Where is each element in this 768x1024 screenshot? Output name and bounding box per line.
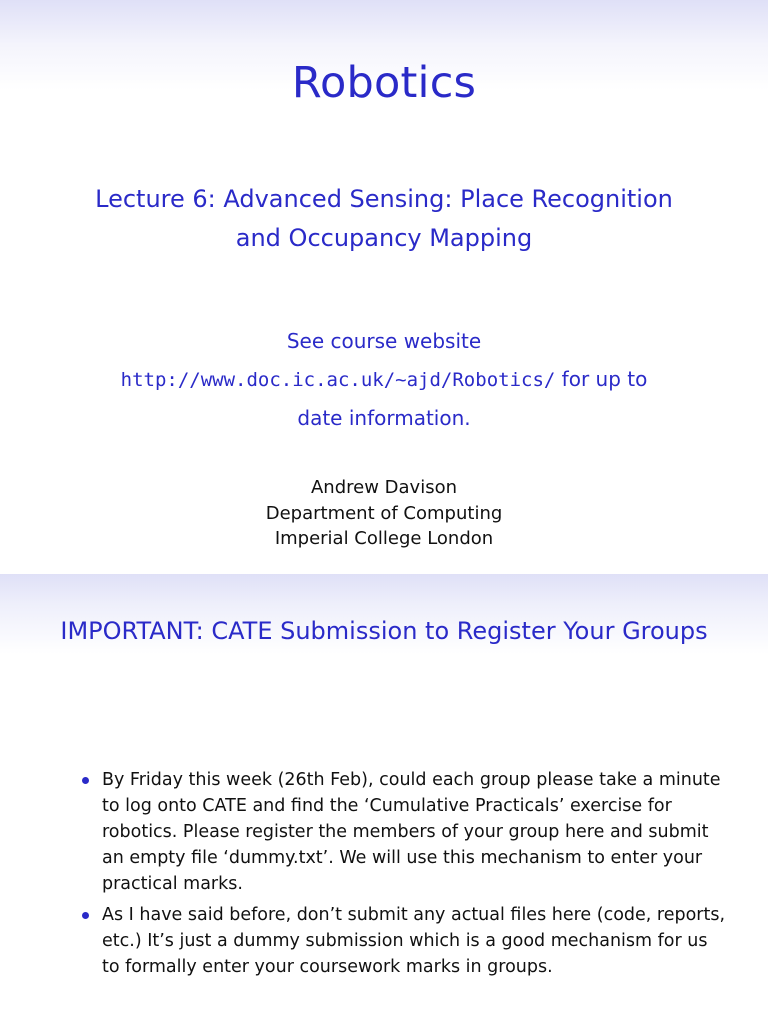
- lecture-subtitle: [0, 180, 768, 258]
- bullet-item: [80, 902, 728, 980]
- website-after-url: for up to: [555, 367, 648, 391]
- bullet-text: By Friday this week (26th Feb), could each group please take a minute to log onto CATE and find the ‘Cumulative Practicals’ exercise for robotics. Please register the members of your group here and submit an empty file ‘dummy.txt’. We will use this mechanism to enter your practical marks.: [102, 770, 721, 894]
- bullet-dot-icon: [82, 912, 89, 919]
- subtitle-line-1: Lecture 6: Advanced Sensing: Place Recognition: [95, 185, 673, 213]
- bullet-list: [80, 767, 728, 985]
- author-block: [0, 475, 768, 552]
- content-slide: [0, 574, 768, 1024]
- author-name: Andrew Davison: [310, 477, 457, 498]
- bullet-dot-icon: [82, 777, 89, 784]
- website-line-3: date information.: [297, 406, 471, 430]
- author-department: Department of Computing: [265, 502, 503, 524]
- course-website-note: [0, 322, 768, 437]
- frame-title: IMPORTANT: CATE Submission to Register Your Groups: [60, 617, 708, 645]
- subtitle-line-2: and Occupancy Mapping: [235, 224, 533, 252]
- slide-title: Robotics: [291, 58, 477, 108]
- website-line-2: [0, 360, 768, 399]
- bullet-item: [80, 767, 728, 897]
- author-institution: Imperial College London: [274, 528, 494, 549]
- course-website-link[interactable]: http://www.doc.ic.ac.uk/~ajd/Robotics/: [120, 369, 556, 391]
- bullet-text: As I have said before, don’t submit any actual files here (code, reports, etc.) It’s just a dummy submission which is a good mechanism for us to formally enter your coursework marks in groups.: [102, 905, 726, 977]
- website-line-1: See course website: [286, 329, 482, 353]
